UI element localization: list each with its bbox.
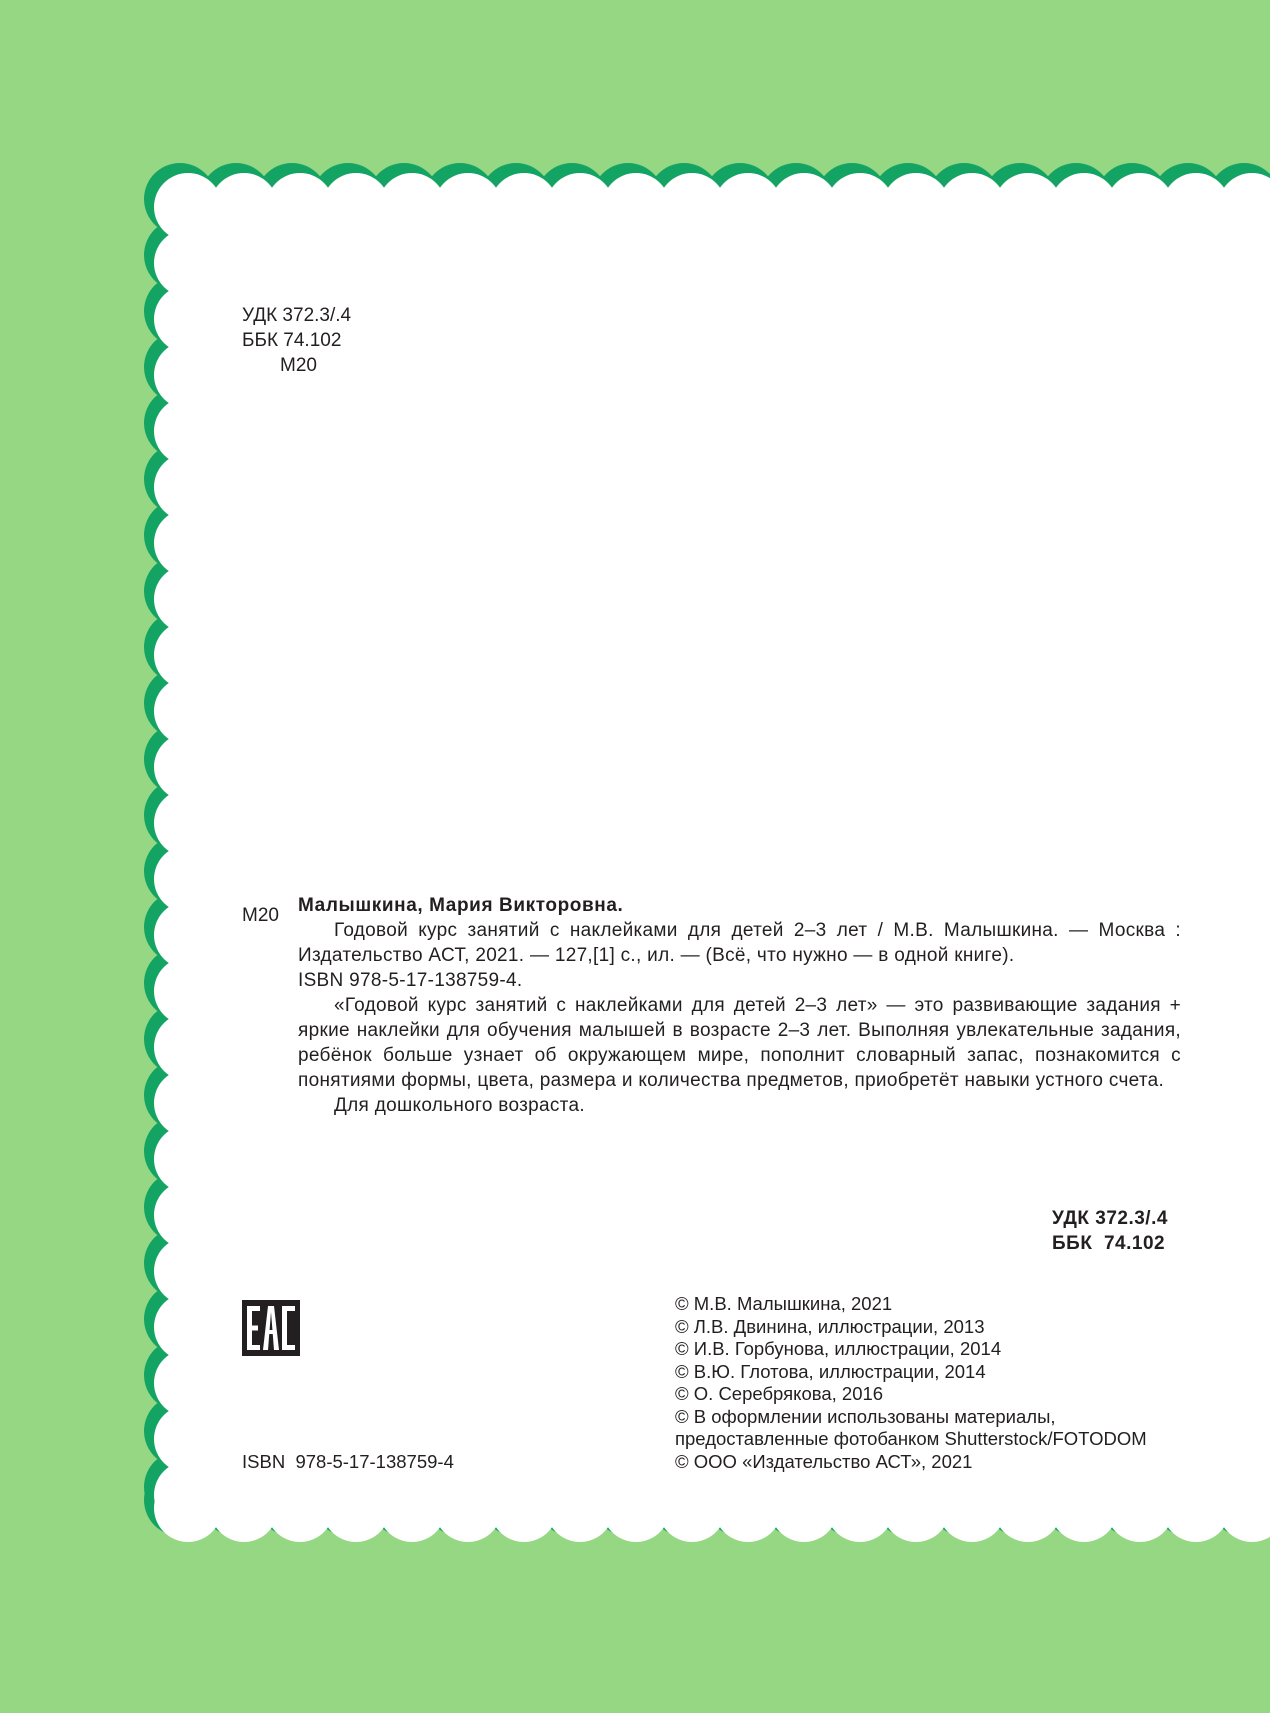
biblio-index: М20	[242, 905, 279, 926]
copyright-line: © ООО «Издательство АСТ», 2021	[675, 1450, 973, 1472]
copyright-line: © Л.В. Двинина, иллюстрации, 2013	[675, 1315, 985, 1337]
isbn-line: ISBN 978-5-17-138759-4.	[298, 970, 523, 991]
title-description: Годовой курс занятий с наклейками для детей 2–3 лет / М.В. Малышкина. — Москва : Издательство АСТ, 2021. — 127,[1] с., ил. — (Всё, что нужно — в одной книге).	[298, 920, 1181, 966]
copyright-list	[675, 1293, 1147, 1473]
footer-classification	[1052, 1206, 1168, 1256]
copyright-line: © В оформлении использованы материалы,	[675, 1405, 1056, 1427]
header-bbk: ББК 74.102	[242, 330, 342, 351]
eac-mark-icon	[242, 1300, 300, 1356]
bibliographic-record	[298, 893, 1181, 1118]
author-name: Малышкина, Мария Викторовна.	[298, 895, 624, 916]
copyright-line: © М.В. Малышкина, 2021	[675, 1293, 893, 1314]
copyright-line: предоставленные фотобанком Shutterstock/FOTODOM	[675, 1428, 1147, 1449]
footer-isbn: ISBN 978-5-17-138759-4	[242, 1451, 454, 1472]
header-index: М20	[280, 355, 317, 376]
audience: Для дошкольного возраста.	[334, 1095, 585, 1116]
header-udk: УДК 372.3/.4	[242, 305, 352, 326]
footer-udk: УДК 372.3/.4	[1052, 1208, 1168, 1229]
copyright-line: © В.Ю. Глотова, иллюстрации, 2014	[675, 1360, 986, 1382]
copyright-line: © И.В. Горбунова, иллюстрации, 2014	[675, 1338, 1002, 1359]
header-classification	[242, 303, 351, 378]
footer-bbk: ББК 74.102	[1052, 1233, 1166, 1254]
copyright-line: © О. Серебрякова, 2016	[675, 1383, 884, 1404]
annotation: «Годовой курс занятий с наклейками для детей 2–3 лет» — это развивающие задания + яркие наклейки для обучения малышей в возрасте 2–3 лет. Выполняя увлекательные задания, ребёнок больше узнает об окружающем мире, пополнит словарный запас, познакомится с понятиями формы, цвета, размера и количества предметов, приобретёт навыки устного счета.	[298, 995, 1181, 1091]
